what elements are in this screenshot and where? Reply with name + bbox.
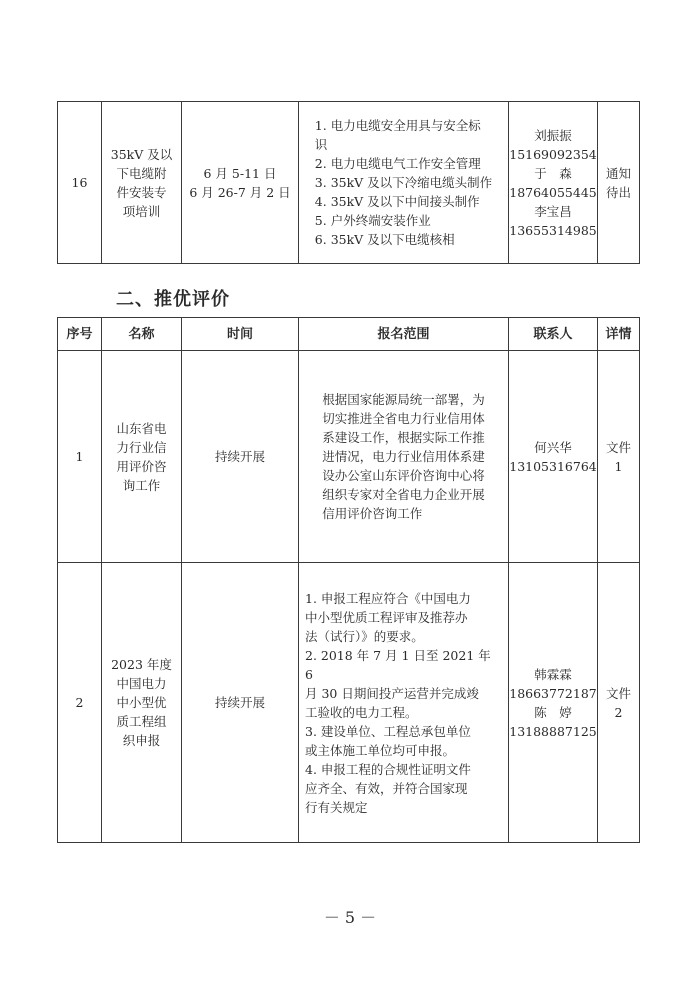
- header-scope: 报名范围: [299, 318, 509, 351]
- header-name: 名称: [102, 318, 182, 351]
- item-contact: 韩霖霖 18663772187 陈 婷 13188887125: [509, 563, 598, 843]
- header-time: 时间: [182, 318, 299, 351]
- scope-item: 6. 35kV 及以下电缆核相: [314, 232, 455, 247]
- item-time: 持续开展: [182, 563, 299, 843]
- row-number: 16: [58, 102, 102, 264]
- table-header-row: [58, 318, 640, 351]
- header-detail: 详情: [598, 318, 640, 351]
- page-number: － 5 －: [323, 908, 377, 927]
- evaluation-table: [57, 317, 640, 843]
- item-name: 2023 年度 中国电力 中小型优 质工程组 织申报: [102, 563, 182, 843]
- item-detail: 文件 1: [598, 351, 640, 563]
- scope-item: 4. 35kV 及以下中间接头制作: [314, 194, 480, 209]
- row-number: 2: [58, 563, 102, 843]
- course-name: 35kV 及以 下电缆附 件安装专 项培训: [102, 102, 182, 264]
- table-row: [58, 102, 640, 264]
- training-table: [57, 101, 640, 264]
- scope-item: 3. 35kV 及以下冷缩电缆头制作: [314, 175, 493, 190]
- table-row: [58, 351, 640, 563]
- item-scope: 根据国家能源局统一部署，为 切实推进全省电力行业信用体 系建设工作，根据实际工作推 进情况，电力行业信用体系建 设办公室山东评价咨询中心将 组织专家对全省电力企业开展 信用评价咨询工作: [299, 351, 509, 563]
- item-contact: 何兴华 13105316764: [509, 351, 598, 563]
- item-scope: 1. 申报工程应符合《中国电力 中小型优质工程评审及推荐办 法（试行）》的要求。 2. 2018 年 7 月 1 日至 2021 年 6 月 30 日期间投产运营并完成竣 工验收的电力工程。 3. 建设单位、工程总承包单位 或主体施工单位均可申报。 4. 申报工程的合规性证明文件 应齐全、有效，并符合国家现 行有关规定: [299, 563, 509, 843]
- row-number: 1: [58, 351, 102, 563]
- item-time: 持续开展: [182, 351, 299, 563]
- section-title: 二、推优评价: [116, 289, 230, 310]
- course-contact: 刘振振 15169092354 于 森 18764055445 李宝昌 13655314985: [509, 102, 598, 264]
- item-name: 山东省电 力行业信 用评价咨 询工作: [102, 351, 182, 563]
- item-detail: 文件 2: [598, 563, 640, 843]
- course-scope: [299, 102, 509, 264]
- table-row: [58, 563, 640, 843]
- header-no: 序号: [58, 318, 102, 351]
- course-time: 6 月 5-11 日 6 月 26-7 月 2 日: [182, 102, 299, 264]
- scope-item: 2. 电力电缆电气工作安全管理: [314, 156, 481, 171]
- scope-item: 5. 户外终端安装作业: [314, 213, 431, 228]
- course-detail: 通知 待出: [598, 102, 640, 264]
- scope-item: 1. 电力电缆安全用具与安全标 识: [314, 118, 481, 152]
- header-contact: 联系人: [509, 318, 598, 351]
